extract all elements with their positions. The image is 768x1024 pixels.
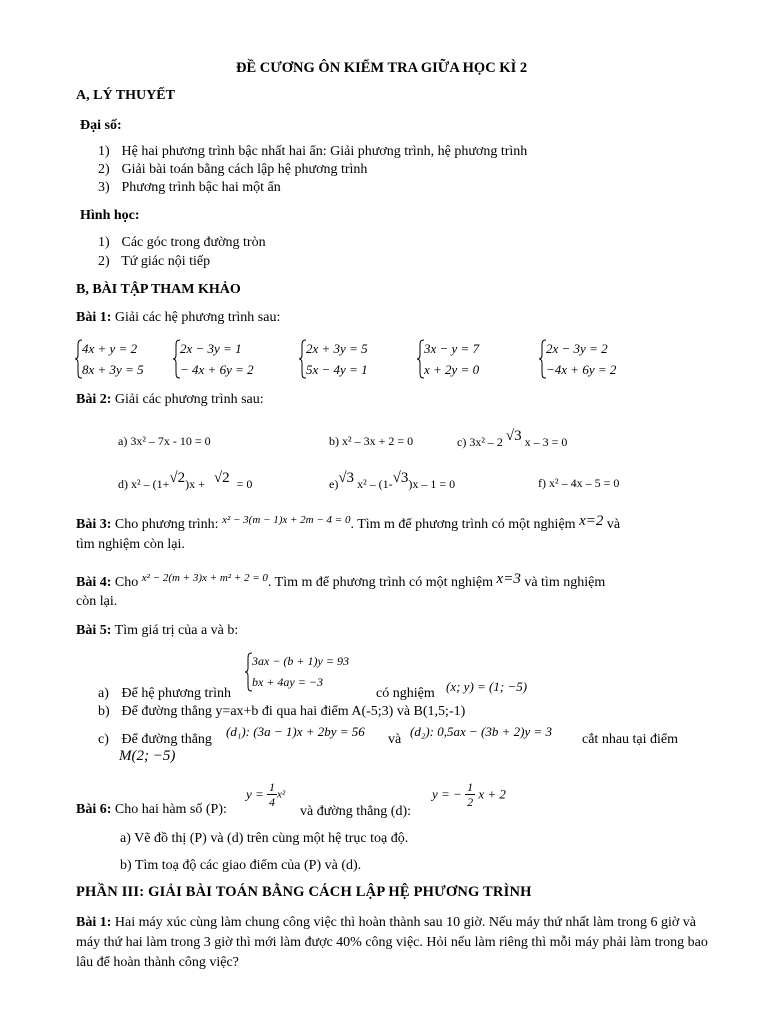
exercise-text: . Tìm m để phương trình có một nghiệm [350,517,576,532]
equation-row: − 4x + 6y = 2 [180,362,254,377]
list-item [98,235,266,251]
numerator: 1 [467,780,474,794]
equation-part: x + 2 [478,786,506,802]
exercise-2-prompt [76,392,264,408]
exercise-1-prompt [76,310,280,326]
line-equation [432,780,506,809]
equation-row: 3ax − (b + 1)y = 93 [252,654,349,668]
inline-equation: x² − 2(m + 3)x + m² + 2 = 0 [141,572,268,584]
root-value: x=2 [579,513,604,529]
inline-equation: x² − 3(m − 1)x + 2m − 4 = 0 [222,514,351,526]
equation-part: x² – (1- [357,477,393,491]
list-item [98,144,527,160]
exercise-label: Bài 5: [76,623,112,638]
numerator: 1 [269,780,276,794]
exercise-text: Để đường thẳng [121,732,212,747]
sqrt-symbol: √2 [169,470,186,486]
equation-a: a) 3x² – 7x - 10 = 0 [118,434,211,448]
exercise-label: Bài 1: [76,915,112,930]
denominator: 4 [269,795,276,809]
equation-f: f) x² – 4x – 5 = 0 [538,476,620,490]
equation-row: 2x − 3y = 1 [180,341,242,356]
equation-part: x – 3 = 0 [524,435,568,449]
sqrt-symbol: √3 [505,428,522,444]
list-text: Hệ hai phương trình bậc nhất hai ẩn: Giải phương trình, hệ phương trình [121,144,528,159]
fraction [465,780,475,809]
list-text: Phương trình bậc hai một ẩn [121,180,281,195]
exercise-3-line2: tìm nghiệm còn lại. [76,537,185,552]
equation-row: 3x − y = 7 [424,341,480,356]
sqrt-symbol: √3 [338,470,355,486]
exercise-4-prompt [76,571,606,591]
list-text: Tứ giác nội tiếp [121,254,211,269]
list-item [98,162,367,178]
equation-c [457,428,568,449]
exercise-5a [98,686,231,702]
equation-part: y = [246,786,264,802]
list-number: 3) [98,180,110,195]
equation-row: 2x + 3y = 5 [306,341,368,356]
exercise-3-prompt [76,513,621,533]
exercise-5c [98,732,212,748]
equation-part: d) x² – (1+ [118,477,170,491]
equation-e [329,470,456,491]
line-d1: (d₁): (3a − 1)x + 2by = 56 [226,724,365,739]
exercise-text: Cho hai hàm số (P): [111,802,227,817]
exercise-label: Bài 3: [76,517,112,532]
sqrt-symbol: √3 [392,470,409,486]
exercise-text: . Tìm m để phương trình có một nghiệm [267,575,494,590]
exercise-text: Để hệ phương trình [121,686,231,701]
exercise-6-mid: và đường thẳng (d): [300,804,412,819]
exercise-5-prompt [76,623,238,639]
list-number: 1) [98,144,110,159]
equation-part: e) [329,477,339,491]
algebra-label: Đại số: [80,118,122,133]
geometry-label: Hình học: [80,208,140,223]
exercise-text: Tìm giá trị của a và b: [111,623,239,638]
equation-row: x + 2y = 0 [424,362,480,377]
exercise-text: Giải các phương trình sau: [111,392,264,407]
section-b-heading: B, BÀI TẬP THAM KHẢO [76,282,241,297]
list-item [98,254,210,270]
equation-row: 8x + 3y = 5 [82,362,144,377]
exercise-label: Bài 1: [76,310,112,325]
equation-d [118,470,253,491]
list-number: a) [98,686,109,701]
exercise-label: Bài 6: [76,802,112,817]
equation-b: b) x² – 3x + 2 = 0 [329,434,414,448]
list-text: Các góc trong đường tròn [121,235,266,250]
equation-row: 5x − 4y = 1 [306,362,368,377]
conjunction: và [388,732,402,747]
equation-row: 2x − 3y = 2 [546,341,608,356]
equation-part: = 0 [236,477,253,491]
exercise-5b [98,704,465,720]
equation-row: 4x + y = 2 [82,341,138,356]
equation-row: bx + 4ay = −3 [252,675,323,689]
equation-part: )x + [185,477,205,491]
exercise-text: Để đường thẳng y=ax+b đi qua hai điểm A(-5;3) và B(1,5;-1) [121,704,466,719]
list-text: Giải bài toán bằng cách lập hệ phương trình [121,162,368,177]
equation-row: −4x + 6y = 2 [546,362,617,377]
fraction [267,780,277,809]
exercise-text: và tìm nghiệm [524,575,606,590]
sqrt-symbol: √2 [213,470,230,486]
equation-part: c) 3x² – 2 [457,435,503,449]
line-d2: (d₂): 0,5ax − (3b + 2)y = 3 [410,724,553,739]
part-3-heading: PHẦN III: GIẢI BÀI TOÁN BẰNG CÁCH LẬP HỆ PHƯƠNG TRÌNH [76,884,532,900]
exercise-text: và [606,517,621,532]
list-number: c) [98,732,109,747]
exercise-text: Hai máy xúc cùng làm chung công việc thì hoàn thành sau 10 giờ. Nếu máy thứ nhất làm trong 6 giờ và máy thứ hai làm trong 3 giờ thì mới làm được 40% công việc. Hỏi nếu làm riêng thì mỗi máy phải làm trong bao lâu để hoàn thành công việc? [76,915,708,970]
list-number: 2) [98,162,110,177]
exercise-text: Giải các hệ phương trình sau: [111,310,281,325]
equation-part: )x – 1 = 0 [408,477,456,491]
exercise-6-prompt [76,802,227,818]
exercise-5c-tail: cắt nhau tại điểm [582,732,679,747]
exercise-label: Bài 2: [76,392,112,407]
list-number: b) [98,704,110,719]
exercise-4-line2: còn lại. [76,594,118,609]
exercise-6a: a) Vẽ đồ thị (P) và (d) trên cùng một hệ trục toạ độ. [120,831,409,846]
exercise-text: Cho phương trình: [111,517,219,532]
solution-pair: (x; y) = (1; −5) [446,679,528,694]
list-number: 1) [98,235,110,250]
equation-part: x² [277,788,286,801]
exercise-6b: b) Tìm toạ độ các giao điểm của (P) và (d). [120,858,362,873]
denominator: 2 [467,795,474,809]
list-number: 2) [98,254,110,269]
parabola-equation [246,780,285,809]
exercise-5a-tail: có nghiệm [376,686,435,701]
page-title: ĐỀ CƯƠNG ÔN KIỂM TRA GIỮA HỌC KÌ 2 [236,60,528,76]
section-a-heading: A, LÝ THUYẾT [76,88,175,103]
point-m: M(2; −5) [119,748,176,764]
equation-part: y = − [432,786,462,802]
list-item [98,180,281,196]
root-value: x=3 [496,571,521,587]
part-3-exercise-1 [76,913,716,973]
exercise-text: Cho [111,575,139,590]
exercise-label: Bài 4: [76,575,112,590]
